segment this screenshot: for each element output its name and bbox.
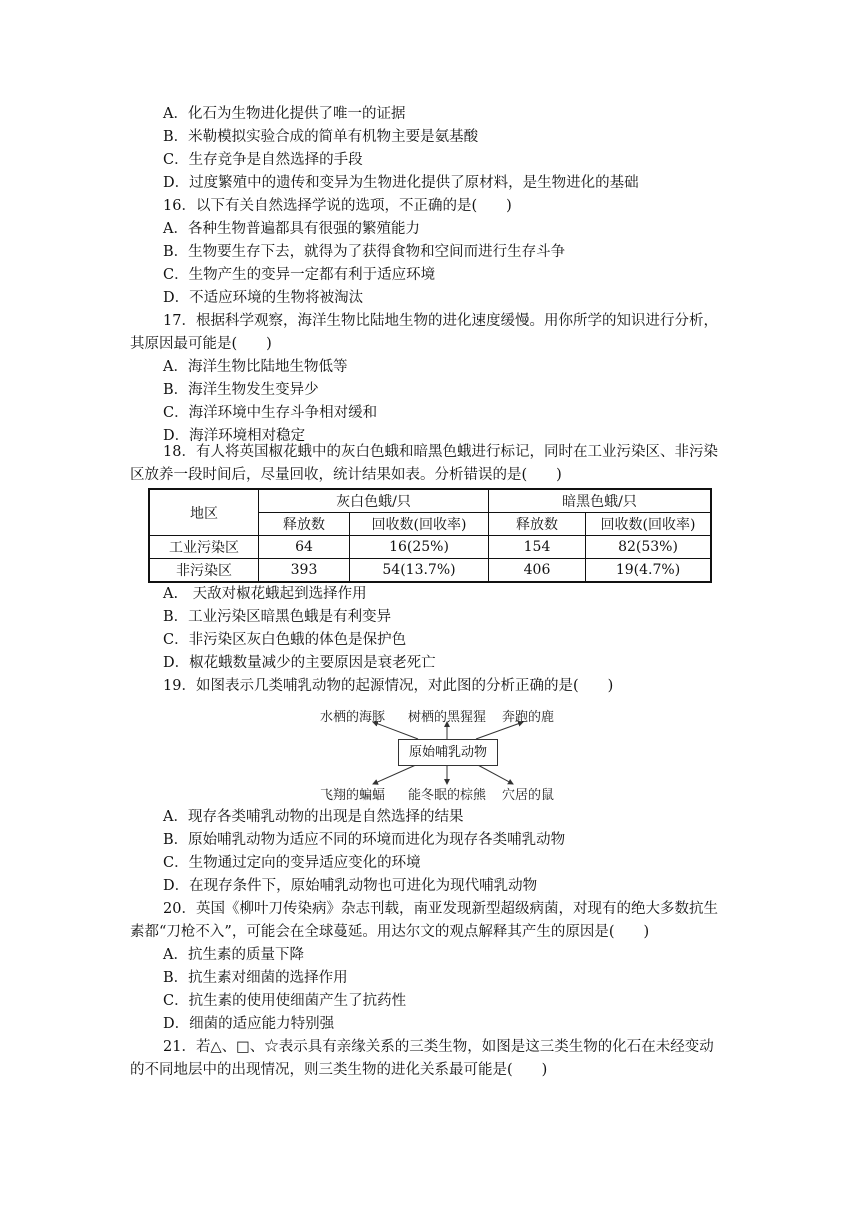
- q15-option-d: D．过度繁殖中的遗传和变异为生物进化提供了原材料，是生物进化的基础: [163, 175, 639, 191]
- q18-option-a: A. 天敌对椒花蛾起到选择作用: [163, 586, 367, 602]
- table-cell: 82(53%): [586, 536, 712, 559]
- q21-stem-line2: 的不同地层中的出现情况，则三类生物的进化关系最可能是( ): [130, 1062, 548, 1078]
- diagram-label-mouse: 穴居的鼠: [502, 788, 555, 803]
- diagram-label-deer: 奔跑的鹿: [502, 710, 555, 725]
- table-cell: 406: [489, 559, 586, 583]
- table-cell: 54(13.7%): [350, 559, 489, 583]
- diagram-label-bear: 能冬眠的棕熊: [408, 788, 487, 803]
- table-row: [149, 559, 711, 583]
- q16-option-d: D．不适应环境的生物将被淘汰: [163, 290, 364, 306]
- moth-recapture-table: [148, 488, 712, 583]
- q17-stem-line2: 其原因最可能是( ): [130, 336, 272, 352]
- q19-option-b: B．原始哺乳动物为适应不同的环境而进化为现存各类哺乳动物: [163, 832, 566, 848]
- q18-option-d: D．椒花蛾数量减少的主要原因是衰老死亡: [163, 655, 436, 671]
- table-header-grey-moth: 灰白色蛾/只: [259, 489, 489, 513]
- table-cell: 64: [259, 536, 350, 559]
- q15-option-c: C．生存竞争是自然选择的手段: [163, 152, 363, 168]
- q19-option-d: D．在现存条件下，原始哺乳动物也可进化为现代哺乳动物: [163, 878, 538, 894]
- q17-option-b: B．海洋生物发生变异少: [163, 382, 319, 398]
- table-header-region: 地区: [149, 489, 259, 536]
- q19-stem: 19．如图表示几类哺乳动物的起源情况，对此图的分析正确的是( ): [163, 678, 614, 694]
- q18-stem-line2: 区放养一段时间后，尽量回收，统计结果如表。分析错误的是( ): [130, 467, 562, 483]
- q19-option-c: C．生物通过定向的变异适应变化的环境: [163, 855, 421, 871]
- q16-option-c: C．生物产生的变异一定都有利于适应环境: [163, 267, 436, 283]
- q20-option-d: D．细菌的适应能力特别强: [163, 1016, 335, 1032]
- q20-stem-line2: 素都“刀枪不入”，可能会在全球蔓延。用达尔文的观点解释其产生的原因是( ): [130, 924, 650, 940]
- table-cell: 154: [489, 536, 586, 559]
- mammal-origin-diagram: [318, 706, 568, 802]
- q15-option-a: A．化石为生物进化提供了唯一的证据: [163, 106, 406, 122]
- q21-stem-line1: 21．若△、□、☆表示具有亲缘关系的三类生物，如图是这三类生物的化石在未经变动: [163, 1039, 714, 1055]
- q18-stem-line1: 18．有人将英国椒花蛾中的灰白色蛾和暗黑色蛾进行标记，同时在工业污染区、非污染: [163, 444, 718, 460]
- table-subheader-release: 释放数: [489, 513, 586, 536]
- q18-option-c: C．非污染区灰白色蛾的体色是保护色: [163, 632, 407, 648]
- diagram-center-box: 原始哺乳动物: [398, 739, 498, 766]
- table-subheader-release: 释放数: [259, 513, 350, 536]
- q17-option-c: C．海洋环境中生存斗争相对缓和: [163, 405, 378, 421]
- diagram-label-dolphin: 水栖的海豚: [320, 710, 386, 725]
- q20-option-a: A．抗生素的质量下降: [163, 947, 304, 963]
- q20-option-c: C．抗生素的使用使细菌产生了抗药性: [163, 993, 407, 1009]
- diagram-label-chimpanzee: 树栖的黑猩猩: [408, 710, 487, 725]
- q17-option-d: D．海洋环境相对稳定: [163, 428, 306, 444]
- table-cell-region: 工业污染区: [149, 536, 259, 559]
- table-cell: 16(25%): [350, 536, 489, 559]
- table-cell-region: 非污染区: [149, 559, 259, 583]
- table-subheader-recapture: 回收数(回收率): [586, 513, 712, 536]
- table-subheader-recapture: 回收数(回收率): [350, 513, 489, 536]
- q20-option-b: B．抗生素对细菌的选择作用: [163, 970, 348, 986]
- q15-option-b: B．米勒模拟实验合成的简单有机物主要是氨基酸: [163, 129, 479, 145]
- diagram-label-bat: 飞翔的蝙蝠: [320, 788, 386, 803]
- q20-stem-line1: 20．英国《柳叶刀传染病》杂志刊载，南亚发现新型超级病菌，对现有的绝大多数抗生: [163, 901, 718, 917]
- q17-stem-line1: 17．根据科学观察，海洋生物比陆地生物的进化速度缓慢。用你所学的知识进行分析，: [163, 313, 718, 329]
- q16-option-b: B．生物要生存下去，就得为了获得食物和空间而进行生存斗争: [163, 244, 566, 260]
- q18-option-b: B．工业污染区暗黑色蛾是有利变异: [163, 609, 392, 625]
- q17-option-a: A．海洋生物比陆地生物低等: [163, 359, 348, 375]
- table-row: [149, 536, 711, 559]
- q16-option-a: A．各种生物普遍都具有很强的繁殖能力: [163, 221, 420, 237]
- q19-option-a: A．现存各类哺乳动物的出现是自然选择的结果: [163, 809, 464, 825]
- table-cell: 393: [259, 559, 350, 583]
- q16-stem: 16．以下有关自然选择学说的选项，不正确的是( ): [163, 198, 512, 214]
- table-cell: 19(4.7%): [586, 559, 712, 583]
- table-header-dark-moth: 暗黑色蛾/只: [489, 489, 712, 513]
